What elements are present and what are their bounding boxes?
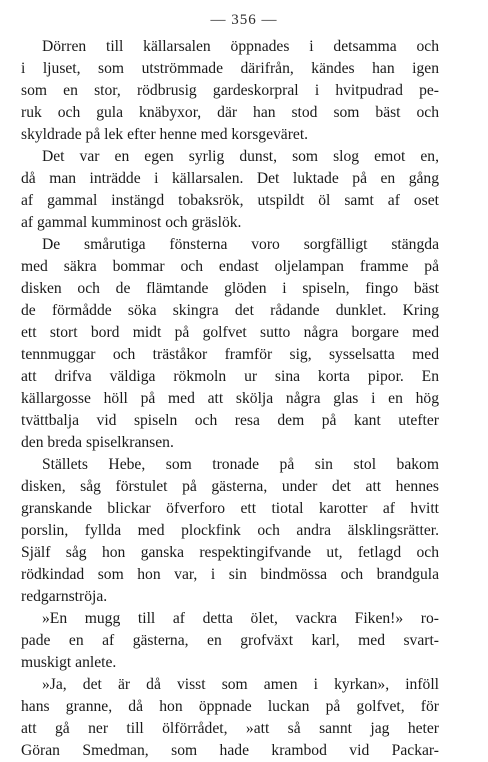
text-line: Dörren till källarsalen öppnades i detsamma och bbox=[42, 38, 439, 55]
text-line: disken, såg förstulet på gästerna, under det att hennes bbox=[21, 478, 439, 495]
text-line: den breda spiselkransen. bbox=[21, 434, 174, 451]
text-line: af gammal instängd tobaksrök, utspildt öl samt af oset bbox=[21, 192, 439, 209]
text-line: »En mugg till af detta ölet, vackra Fiken!» ro- bbox=[42, 610, 439, 627]
text-line: som en stor, rödbrusig gardeskorpral i hvitpudrad pe- bbox=[21, 82, 439, 99]
text-line: tvättbalja vid spiseln och resa dem på kant utefter bbox=[21, 412, 439, 429]
text-line: skyldrade på lek efter henne med korsgeväret. bbox=[21, 126, 309, 143]
text-line: att gå ner till ölförrådet, »att så sannt jag heter bbox=[21, 720, 439, 737]
text-line: källargosse höll på med att skölja några glas i en hög bbox=[21, 390, 439, 407]
text-line: Det var en egen syrlig dunst, som slog emot en, bbox=[42, 148, 439, 165]
page-number: — 356 — bbox=[210, 12, 278, 28]
text-line: Själf såg hon ganska respektingifvande ut, fetlagd och bbox=[21, 544, 439, 561]
text-line: att drifva väldiga rökmoln ur sina korta pipor. En bbox=[21, 368, 439, 385]
text-line: De smårutiga fönsterna voro sorgfälligt stängda bbox=[42, 236, 439, 253]
text-line: ruk och gula knäbyxor, där han stod som bäst och bbox=[21, 104, 439, 121]
text-line: porslin, fyllda med plockfink och andra älsklingsrätter. bbox=[21, 522, 439, 539]
text-line: pade en af gästerna, en grofväxt karl, med svart- bbox=[21, 632, 439, 649]
text-line: ett stort bord midt på golfvet sutto några borgare med bbox=[21, 324, 439, 341]
text-line: granskande blickar öfverforo ett tiotal karotter af hvitt bbox=[21, 500, 439, 517]
text-line: tennmuggar och träståkor framför sig, sysselsatta med bbox=[21, 346, 439, 363]
text-line: hans granne, då hon öppnade luckan på golfvet, för bbox=[21, 698, 439, 715]
text-line: i ljuset, som utströmmade därifrån, kändes han igen bbox=[21, 60, 439, 77]
text-line: redgarnströja. bbox=[21, 588, 108, 605]
text-line: rödkindad som hon var, i sin bindmössa och brandgula bbox=[21, 566, 439, 583]
text-line: Ställets Hebe, som tronade på sin stol bakom bbox=[42, 456, 439, 473]
text-line: disken och de flämtande glöden i spiseln, fingo bäst bbox=[21, 280, 439, 297]
text-line: af gammal kumminost och gräslök. bbox=[21, 214, 242, 231]
text-line: Göran Smedman, som hade krambod vid Packar- bbox=[21, 742, 439, 759]
text-line: då man inträdde i källarsalen. Det luktade på en gång bbox=[21, 170, 439, 187]
text-line: de förmådde söka skingra det rådande dunklet. Kring bbox=[21, 302, 439, 319]
text-line: med säkra bommar och endast oljelampan framme på bbox=[21, 258, 439, 275]
text-line: »Ja, det är då visst som amen i kyrkan», inföll bbox=[42, 676, 439, 693]
text-line: muskigt anlete. bbox=[21, 654, 117, 671]
